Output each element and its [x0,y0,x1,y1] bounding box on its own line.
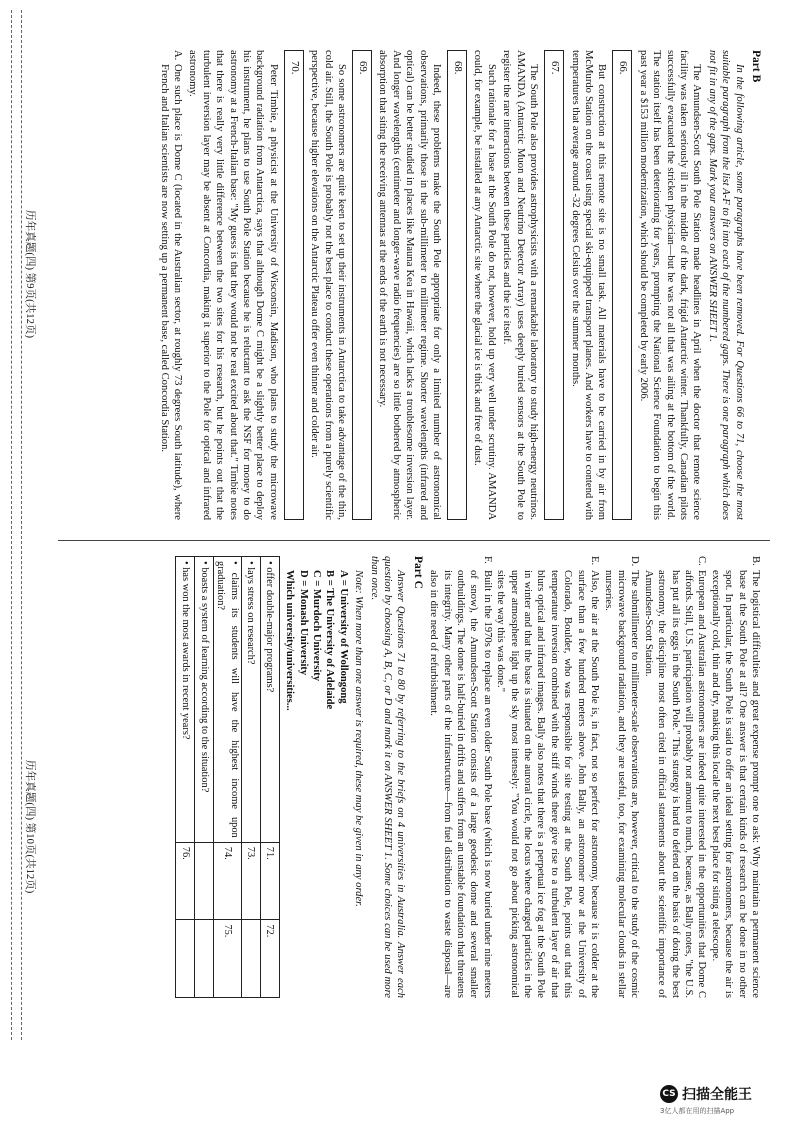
answer-blank[interactable] [194,920,213,998]
option-e: E. Also, the air at the South Pole is, in fact, not so perfect for astronomy, because it is colder at the surface than a few hundred meters above. John Bally, an astronomer now at the University of Colorado, Boulder, who was responsible for site testing at the South Pole, points out that this temperature inversion combined with the stiff winds there give rise to a turbulent layer of air that blurs optical and infrared images. Bally also notes that there is a perpetual ice fog at the South Pole in winter and that the base is situated on the auroral circle, the locus where charged particles in the upper atmosphere light up the sky most intensely: "You would not go about picking astronomical sites the way this was done." [495,556,601,998]
answer-blank[interactable] [175,920,194,998]
app-name: 扫描全能王 [682,1087,752,1103]
table-row: • has won the most awards in recent years? 76. [175,557,194,998]
app-slogan: 3亿人都在用的扫描App [660,1107,735,1115]
page-divider [58,540,770,541]
answer-blank[interactable]: 72. [260,920,279,998]
cut-line [21,10,22,1040]
university-d: D = Monash University [297,570,309,676]
page-footer-left: 历年真题(四) 第9页(共12页) [24,210,35,338]
answer-blank[interactable]: 75. [213,920,241,998]
camscanner-logo-icon: CS [660,1085,678,1103]
part-c-note: Note: When more than one answer is required, these may be given in any order. [353,570,365,907]
question-table [175,556,280,998]
table-row: • claims its students will have the highest income upon graduation? 74. 75. [213,557,241,998]
option-d: D. The submillimeter to millimeter-scale observations are, however, critical to the study of the cosmic microwave background radiation, and they are useful, too, for examining molecular clouds in stellar nurseries. [602,556,641,998]
which-prompt: Which university/universities... [284,570,296,711]
gap-68: 68. [447,50,467,520]
cut-line [11,10,12,1040]
article-paragraph: The South Pole also provides astrophysicists with a remarkable laboratory to study high-energy neutrinos. AMANDA (Antarctic Muon and Neutrino Detector Array) uses deeply buried sensors at the South Pole to register the rare interactions between these particles and the ice itself. [501,50,540,520]
option-f: F. Built in the 1970s to replace an even older South Pole base (which is now buried under nine meters of snow), the Amundsen-Scott Station consists of a large geodesic dome and several smaller outbuildings. The dome is half-buried in drifts and suffers from an unstable foundation that threatens its integrity. Many other parts of the infrastructure—from fuel distribution to waste disposal—are also in dire need of refurbishment. [428,556,493,998]
article-paragraph: Such rationale for a base at the South Pole do not, however, hold up very well under scrutiny. AMANDA could, for example, be installed at any Antarctic site where the glacial ice is thick and free of dust. [472,50,497,520]
option-a: A. One such place is Dome C (located in the Australian sector, at roughly 73 degrees South latitude), where French and Italian scientists are now setting up a permanent base, called Concordia Station. [158,50,183,520]
gap-69: 69. [352,50,372,520]
article-paragraph: Indeed, these problems make the South Pole appropriate for only a limited number of astronomical observations, primarily those in the sub-millimeter to millimeter regime. Shorter wavelengths (infrared and optical) can be better studied in places like Mauna Kea in Hawaii, which lacks a troublesome inversion layer. And longer wavelengths (centimeter and longer-wave radio frequencies) are so little bothered by atmospheric absorption that siting the receiving antennas at the ends of the earth is not necessary. [377,50,443,520]
university-b: B = The University of Adelaide [324,570,336,710]
answer-blank[interactable]: 74. [213,842,241,920]
article-paragraph: So some astronomers are quite keen to set up their instruments in Antarctica to take advantage of the thin, cold air. Still, the South Pole is probably not the best place to conduct these operations from a purely scientific perspective, because higher elevations on the Antarctic Plateau offer even thinner and colder air. [309,50,348,520]
table-row: • lays stress on research? 73. [241,557,260,998]
answer-blank[interactable]: 76. [175,842,194,920]
table-row: • boasts a system of learning according to the situation? [194,557,213,998]
table-row: • offer double-major programs? 71. 72. [260,557,279,998]
gap-66: 66. [612,50,632,520]
part-c-directions: Answer Questions 71 to 80 by referring to the briefs on 4 universities in Australia. Answer each question by choosing A, B, C, or D and mark it on ANSWER SHEET 1. Some choices can be used more than once. [368,556,407,998]
page-footer-right: 历年真题(四) 第10页(共12页) [24,760,35,894]
article-paragraph: The Amundsen-Scott South Pole Station made headlines in April when the doctor that remote science facility was taken seriously ill in the middle of the dark, frigid Antarctic winter. Thankfully, Canadian pilots successfully evacuated the stricken physician—but he was not all that was ailing at the bottom of the world. The station itself has been deteriorating for years, prompting the National Science Foundation to begin this past year a $153 million modernization, which should be completed by early 2006. [637,50,703,520]
page-9 [157,50,762,520]
part-c-title: Part C [411,556,424,589]
gap-70: 70. [284,50,304,520]
university-a: A = University of Wollongong [337,570,349,704]
part-b-title: Part B [750,50,762,83]
answer-blank[interactable] [194,842,213,920]
answer-blank[interactable]: 73. [241,842,260,920]
page-10 [175,556,762,998]
article-paragraph: Peter Timbie, a physicist at the University of Wisconsin, Madison, who plans to study the microwave background radiation from Antarctica, says that although Dome C might be a slightly better place to deploy his instrument, he plans to use South Pole Station because he is reluctant to ask the NSF for money to do astronomy at a French-Italian base: "My guess is that they would not be real excited about that." Timbie notes that there is really very little difference between the two sites for his research, but he points out that the turbulent inversion layer may be absent at Concordia, making it superior to the Pole for optical and infrared astronomy. [187,50,279,520]
answer-blank[interactable] [241,920,260,998]
gap-67: 67. [544,50,564,520]
option-b: B. The logistical difficulties and great expense prompt one to ask: Why maintain a permanent science base at the South Pole at all? One answer is that certain kinds of research can be done in no other spot. In particular, the South Pole is said to offer an ideal setting for astronomers, because the air is exceptionally cold, thin and dry, making this locale the next best place for siting a telescope. [709,556,761,998]
part-b-directions: In the following article, some paragraphs have been removed. For Questions 66 to 71, choose the most suitable paragraph from the list A-F to fit into each of the numbered gaps. There is one paragraph which does not fit in any of the gaps. Mark your answers on ANSWER SHEET 1. [706,50,745,520]
option-c: C. European and Australian astronomers are indeed quite interested in the opportunities that Dome C affords. Still, U.S. participation will probably not amount to much, because, as Bally notes, "the U.S. has put all its eggs in the South Pole." This strategy is hard to defend on the basis of doing the best astronomy, the discipline most often cited in official statements about the scientific importance of Amundsen-Scott Station. [642,556,708,998]
answer-blank[interactable]: 71. [260,842,279,920]
camscanner-watermark [660,1084,790,1117]
article-paragraph: But construction at this remote site is no small task. All materials have to be carried in by air from McMurdo Station on the coast using special ski-equipped transport planes. And workers have to contend with temperatures that average around -32 degrees Celsius over the summer months. [569,50,608,520]
university-c: C = Murdoch University [311,570,322,682]
